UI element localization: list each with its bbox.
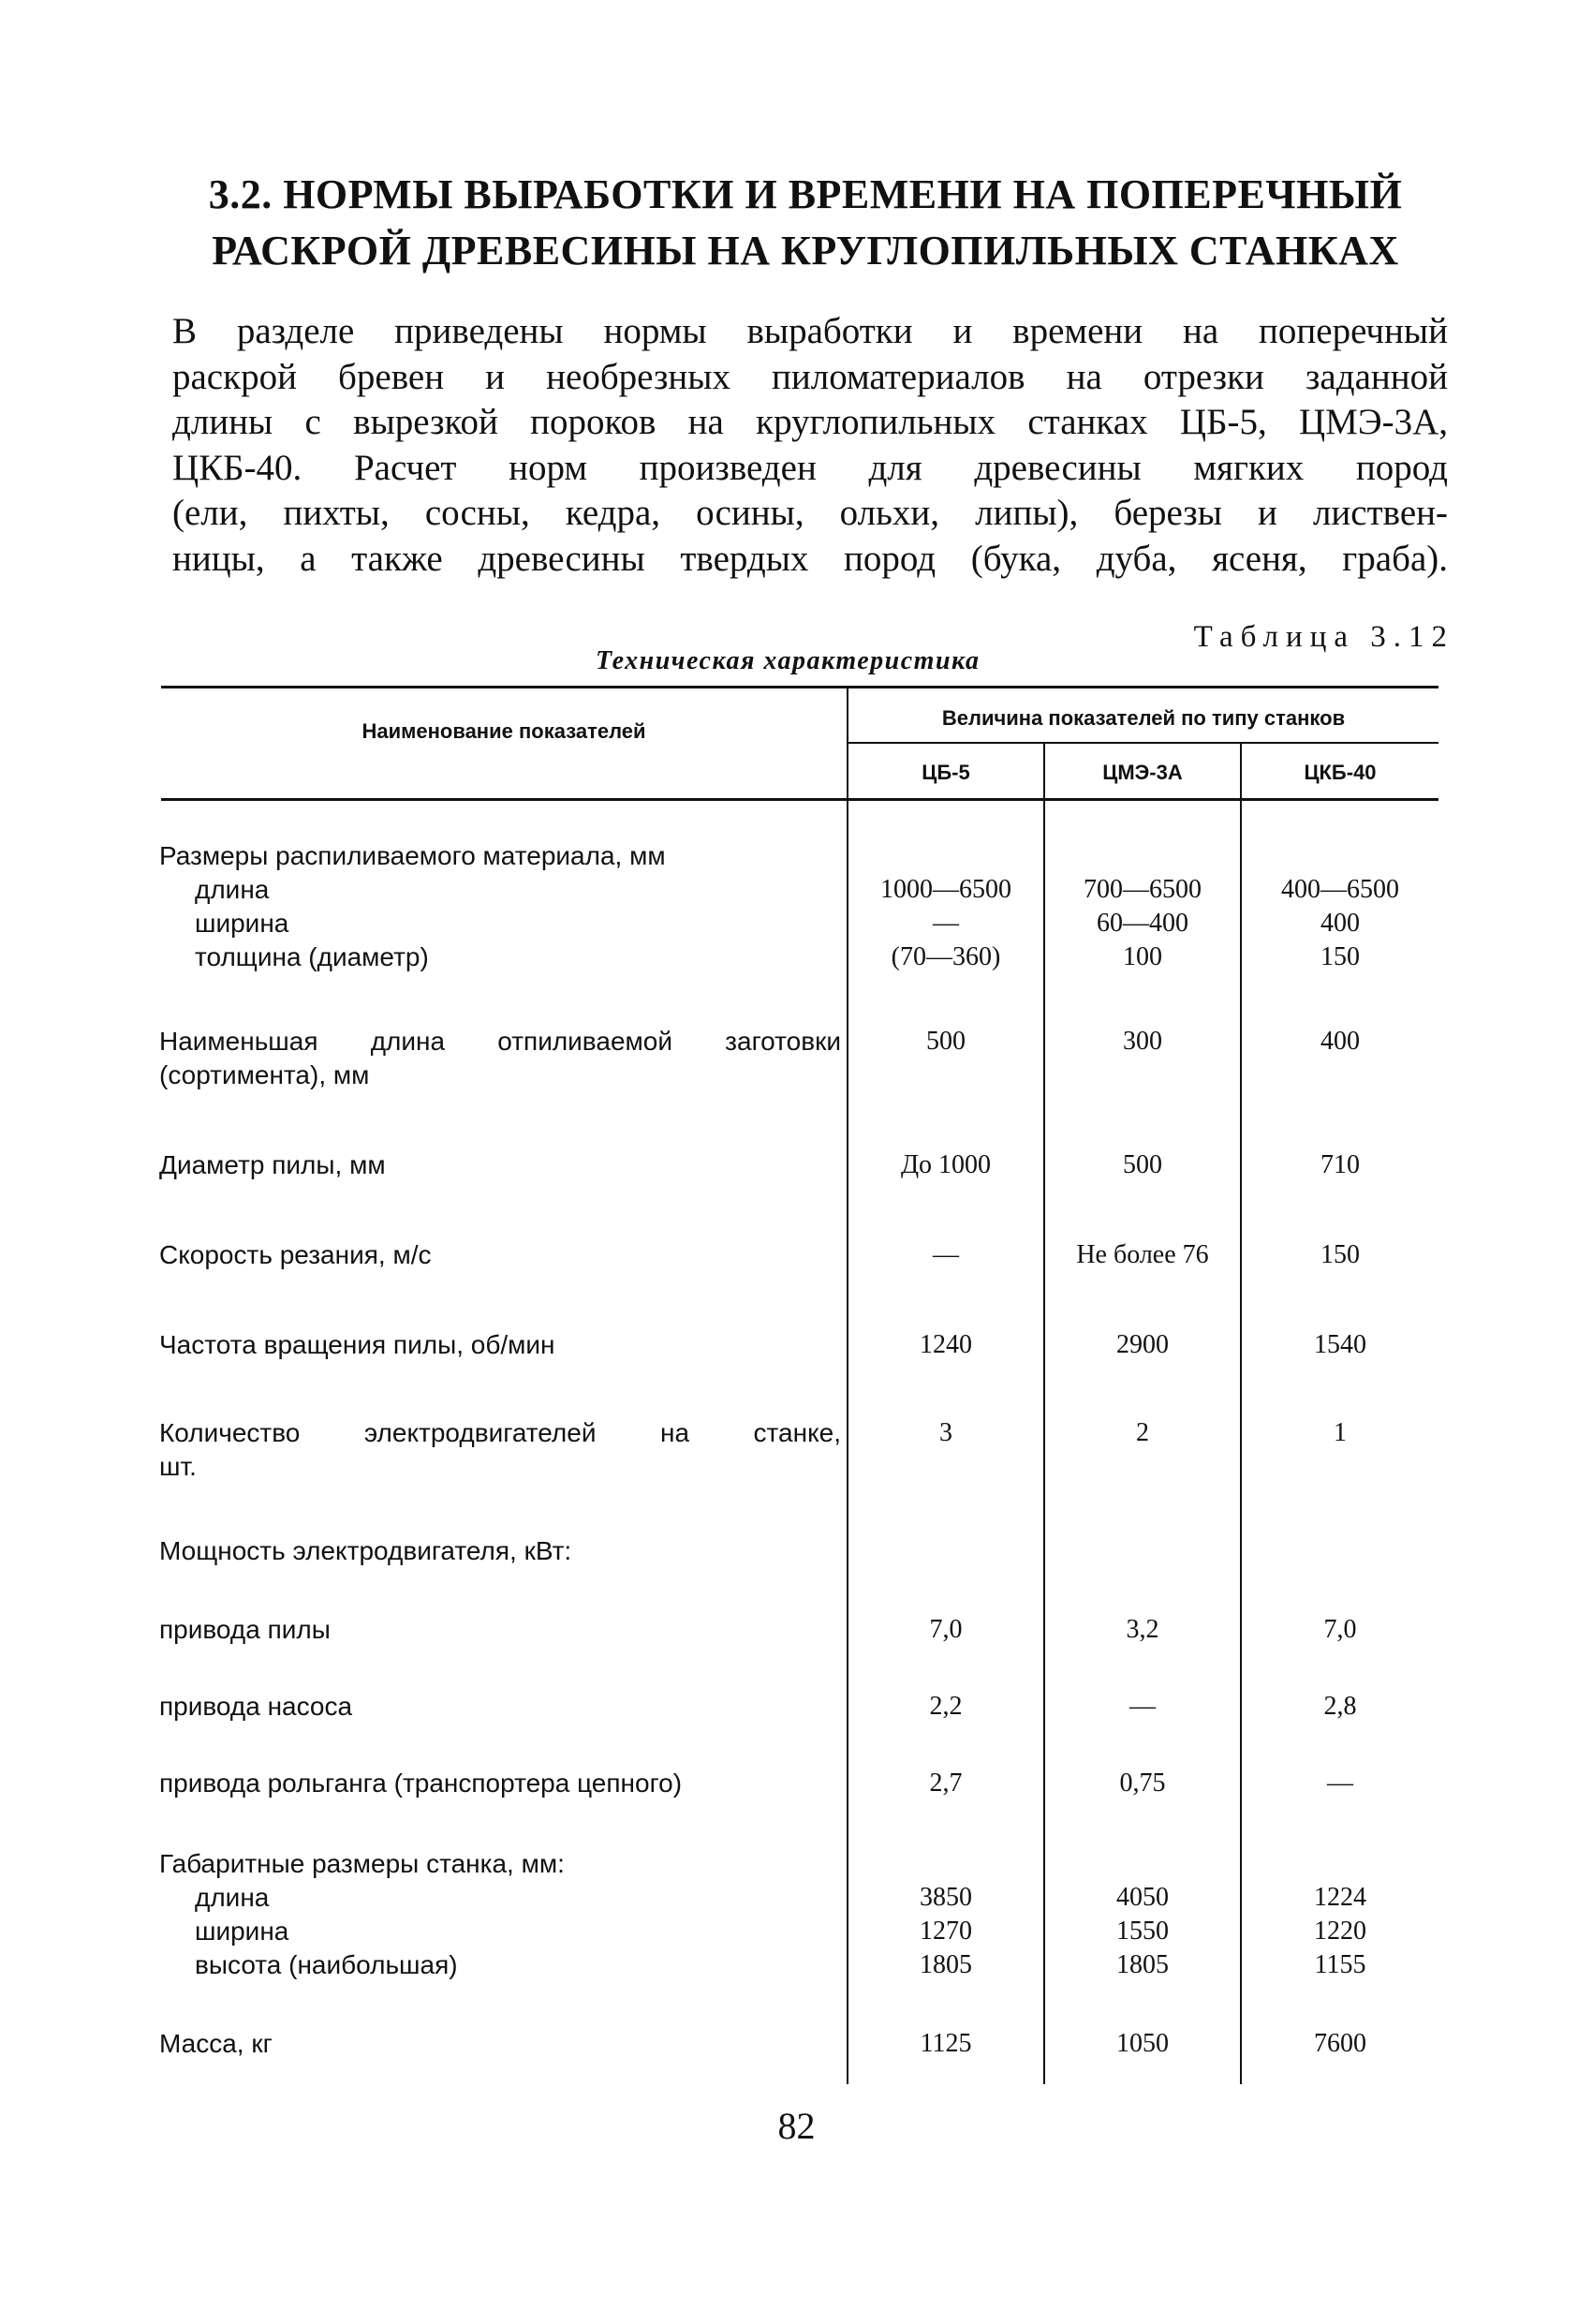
table-cell: 3: [939, 1418, 952, 1447]
header-bottom-rule: [161, 798, 1438, 801]
row-label: [159, 1416, 841, 1484]
table-cell: 2: [1136, 1418, 1149, 1447]
table-cell: 150: [1320, 942, 1360, 971]
table-cell: 400: [1320, 909, 1360, 938]
row-label: привода рольганга (транспортера цепного): [159, 1769, 683, 1798]
heading-line-1: 3.2. НОРМЫ ВЫРАБОТКИ И ВРЕМЕНИ НА ПОПЕРЕЧНЫЙ: [208, 171, 1403, 217]
table-cell: 1240: [920, 1330, 972, 1359]
table-cell: 1000—6500: [880, 875, 1011, 904]
table-cell: 500: [926, 1027, 966, 1056]
row-label-main: Размеры распиливаемого материала, мм: [159, 841, 666, 870]
section-heading: [159, 167, 1452, 279]
row-label: привода пилы: [159, 1615, 331, 1644]
page-number: 82: [777, 2105, 816, 2147]
cell-group: [1045, 1881, 1240, 1982]
table-cell: 1805: [1116, 1950, 1169, 1979]
header-col-cb5: ЦБ-5: [922, 761, 970, 784]
row-label: Частота вращения пилы, об/мин: [159, 1330, 555, 1359]
table-cell: 700—6500: [1084, 875, 1202, 904]
table-cell: 7,0: [929, 1615, 963, 1644]
table-cell: 1805: [920, 1950, 972, 1979]
table-cell: —: [1327, 1769, 1353, 1798]
intro-line: (ели, пихты, сосны, кедра, осины, ольхи, липы), березы и листвен-: [172, 493, 1448, 533]
intro-paragraph: [172, 309, 1448, 582]
cell-group: [848, 873, 1043, 974]
row-label: Диаметр пилы, мм: [159, 1150, 386, 1179]
intro-line: ницы, а также древесины твердых пород (бука, дуба, ясеня, граба).: [172, 538, 1448, 579]
row-label: [159, 1847, 841, 1982]
table-cell: 400: [1320, 1027, 1360, 1056]
cell-group: [1242, 873, 1438, 974]
table-cell: 2,8: [1323, 1692, 1357, 1721]
row-sublabel: толщина (диаметр): [195, 942, 429, 971]
row-sublabel: длина: [195, 1883, 270, 1912]
header-group: Величина показателей по типу станков: [941, 706, 1346, 730]
table-cell: 60—400: [1097, 909, 1188, 938]
table-cell: 1540: [1314, 1330, 1366, 1359]
table-cell: 0,75: [1119, 1769, 1166, 1798]
table-top-rule: [161, 686, 1438, 688]
row-label: Мощность электродвигателя, кВт:: [159, 1536, 572, 1565]
table-cell: 150: [1320, 1240, 1360, 1269]
table-cell: 1224: [1314, 1883, 1366, 1912]
table-cell: 3,2: [1126, 1615, 1159, 1644]
table-cell: 710: [1320, 1150, 1360, 1179]
row-label-main: Габаритные размеры станка, мм:: [159, 1849, 565, 1878]
table-cell: До 1000: [900, 1150, 992, 1179]
header-col-cme3a: ЦМЭ-3А: [1102, 761, 1183, 784]
intro-line: раскрой бревен и необрезных пиломатериалов на отрезки заданной: [172, 356, 1448, 397]
table-cell: 2900: [1116, 1330, 1169, 1359]
table-cell: 1050: [1116, 2029, 1169, 2058]
intro-line: длины с вырезкой пороков на круглопильных станках ЦБ-5, ЦМЭ-3А,: [172, 402, 1448, 442]
row-sublabel: ширина: [195, 1917, 289, 1946]
table-cell: 1270: [920, 1917, 972, 1946]
header-indicators: Наименование показателей: [361, 719, 646, 743]
table-cell: 2,2: [929, 1692, 963, 1721]
row-label: привода насоса: [159, 1692, 353, 1721]
row-label-line: (сортимента), мм: [159, 1060, 370, 1089]
row-label-line: шт.: [159, 1452, 197, 1481]
row-label: [159, 1025, 841, 1092]
heading-line-2: РАСКРОЙ ДРЕВЕСИНЫ НА КРУГЛОПИЛЬНЫХ СТАНКАХ: [212, 228, 1399, 274]
table-cell: 1550: [1116, 1917, 1169, 1946]
table-cell: 100: [1123, 942, 1162, 971]
table-caption: Таблица 3.12: [1193, 620, 1454, 654]
header-col-ckb40: ЦКБ-40: [1304, 761, 1377, 784]
row-label: Скорость резания, м/с: [159, 1240, 432, 1269]
table-cell: 500: [1123, 1150, 1162, 1179]
cell-group: [1045, 873, 1240, 974]
table-cell: 300: [1123, 1027, 1162, 1056]
table-cell: 400—6500: [1281, 875, 1399, 904]
header-group-rule: [847, 742, 1438, 744]
table-cell: 1125: [920, 2029, 972, 2058]
table-cell: 7,0: [1323, 1615, 1357, 1644]
table-cell: Не более 76: [1076, 1240, 1209, 1269]
row-sublabel: ширина: [195, 909, 289, 938]
table-cell: 3850: [920, 1883, 972, 1912]
table-cell: 4050: [1116, 1883, 1169, 1912]
row-sublabel: длина: [195, 875, 270, 904]
table-cell: —: [933, 1240, 959, 1269]
row-sublabel: высота (наибольшая): [195, 1950, 458, 1979]
table-cell: 1220: [1314, 1917, 1366, 1946]
row-label: Масса, кг: [159, 2029, 273, 2058]
table-cell: —: [933, 909, 959, 938]
table-cell: (70—360): [891, 942, 1001, 971]
cell-group: [1242, 1881, 1438, 1982]
row-label-line: Количество электродвигателей на станке,: [159, 1418, 841, 1447]
row-label: [159, 839, 841, 974]
table-cell: —: [1129, 1692, 1156, 1721]
table-cell: 2,7: [929, 1769, 963, 1798]
table-cell: 1155: [1314, 1950, 1366, 1979]
table-cell: 1: [1334, 1418, 1347, 1447]
table-cell: 7600: [1314, 2029, 1366, 2058]
intro-line: ЦКБ-40. Расчет норм произведен для древесины мягких пород: [172, 447, 1448, 488]
cell-group: [848, 1881, 1043, 1982]
table-title: Техническая характеристика: [596, 646, 981, 675]
intro-line: В разделе приведены нормы выработки и времени на поперечный: [172, 311, 1448, 351]
row-label-line: Наименьшая длина отпиливаемой заготовки: [159, 1027, 841, 1056]
